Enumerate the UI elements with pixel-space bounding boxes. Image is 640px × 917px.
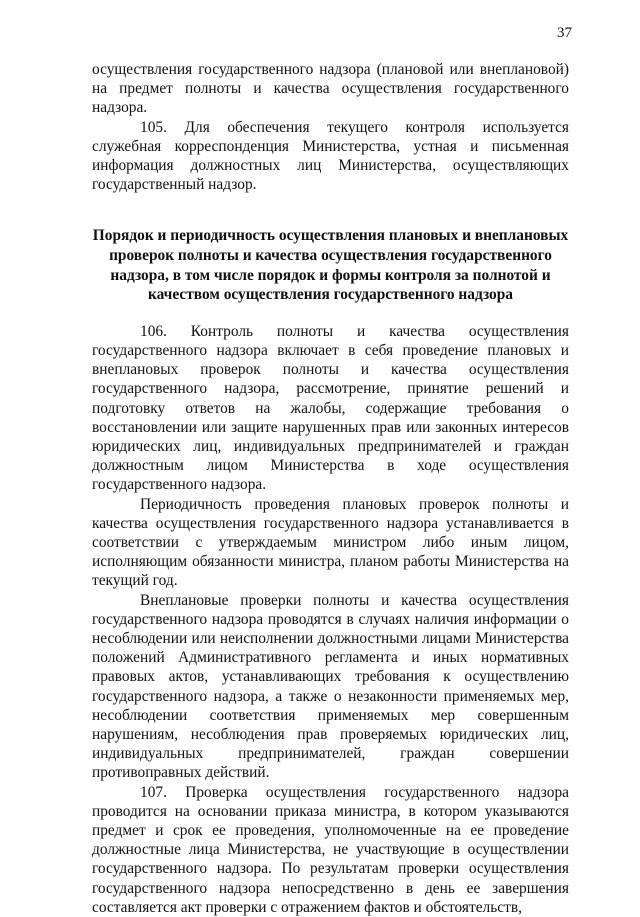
paragraph-105: 105. Для обеспечения текущего контроля используется служебная корреспонденция Министерства, устная и письменная информация должностных лиц Министерства, осуществляющих государственный надзор. [92,118,569,194]
paragraph-continuation: осуществления государственного надзора (плановой или внеплановой) на предмет полноты и качества осуществления государственного надзора. [92,61,569,117]
paragraph-unscheduled-checks: Внеплановые проверки полноты и качества осуществления государственного надзора проводятся в случаях наличия информации о несоблюдении или неисполнении должностными лицами Министерства положений Административного регламента и иных нормативных правовых актов, устанавливающих требования к осуществлению государственного надзора, а также о незаконности применяемых мер, несоблюдении соответствия применяемых мер совершенным нарушениям, несоблюдения прав проверяемых юридических лиц, индивидуальных предпринимателей, граждан совершении противоправных действий. [92,591,569,782]
section-heading-line: надзора, в том числе порядок и формы контроля за полнотой и [110,266,551,284]
section-heading-line: качеством осуществления государственного надзора [147,286,514,304]
document-body [92,60,569,917]
paragraph-107: 107. Проверка осуществления государственного надзора проводится на основании приказа министра, в котором указываются предмет и срок ее проведения, уполномоченные на ее проведение должностные лица Министерства, не участвующие в осуществлении государственного надзора. По результатам проверки осуществления государственного надзора непосредственно в день ее завершения составляется акт проверки с отражением фактов и обстоятельств, [92,783,569,916]
section-heading [92,226,569,304]
paragraph-periodicity: Периодичность проведения плановых проверок полноты и качества осуществления государственного надзора устанавливается в соответствии с утверждаемым министром либо иным лицом, исполняющим обязанности министра, планом работы Министерства на текущий год. [92,495,569,590]
paragraph-106: 106. Контроль полноты и качества осуществления государственного надзора включает в себя проведение плановых и внеплановых проверок полноты и качества осуществления государственного надзора, рассмотрение, принятие решений и подготовку ответов на жалобы, содержащие требования о восстановлении или защите нарушенных прав или законных интересов юридических лиц, индивидуальных предпринимателей и граждан должностным лицом Министерства в ходе осуществления государственного надзора. [92,322,569,494]
page-number: 37 [557,25,572,41]
section-heading-line: проверок полноты и качества осуществления государственного [109,247,552,265]
section-heading-line: Порядок и периодичность осуществления плановых и внеплановых [92,227,569,245]
